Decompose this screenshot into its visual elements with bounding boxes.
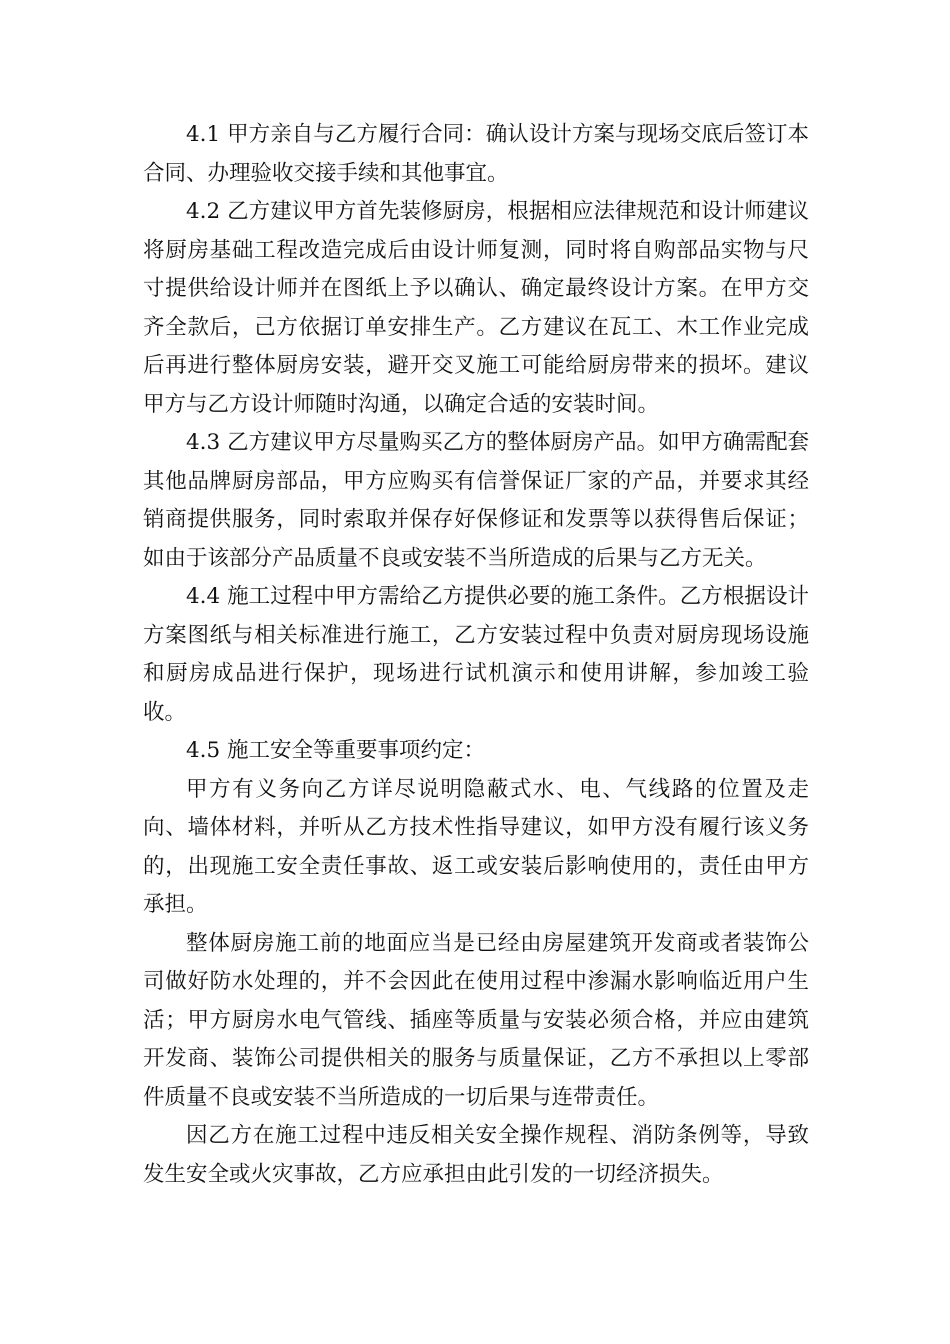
clause-4-5-heading: 4.5 施工安全等重要事项约定： <box>186 738 486 763</box>
clause-4-1-paragraph: 4.1 甲方亲自与乙方履行合同：确认设计方案与现场交底后签订本合同、办理验收交接手续和其他事宜。 <box>143 122 809 186</box>
clause-4-2-paragraph: 4.2 乙方建议甲方首先装修厨房，根据相应法律规范和设计师建议将厨房基础工程改造完成后由设计师复测，同时将自购部品实物与尺寸提供给设计师并在图纸上予以确认、确定最终设计方案。在甲方交齐全款后，己方依据订单安排生产。乙方建议在瓦工、木工作业完成后再进行整体厨房安装，避开交叉施工可能给厨房带来的损坏。建议甲方与乙方设计师随时沟通，以确定合适的安装时间。 <box>143 199 809 417</box>
document-body <box>143 116 809 1194</box>
clause-4-4-paragraph: 4.4 施工过程中甲方需给乙方提供必要的施工条件。乙方根据设计方案图纸与相关标准进行施工，乙方安装过程中负责对厨房现场设施和厨房成品进行保护，现场进行试机演示和使用讲解，参加竣工验收。 <box>143 584 809 725</box>
clause-4-5-party-b-liability-paragraph: 因乙方在施工过程中违反相关安全操作规程、消防条例等，导致发生安全或火灾事故，乙方应承担由此引发的一切经济损失。 <box>143 1123 809 1187</box>
clause-4-3-paragraph: 4.3 乙方建议甲方尽量购买乙方的整体厨房产品。如甲方确需配套其他品牌厨房部品，甲方应购买有信誉保证厂家的产品，并要求其经销商提供服务，同时索取并保存好保修证和发票等以获得售后保证；如由于该部分产品质量不良或安装不当所造成的后果与乙方无关。 <box>143 430 809 571</box>
clause-4-5-floor-waterproofing-paragraph: 整体厨房施工前的地面应当是已经由房屋建筑开发商或者装饰公司做好防水处理的，并不会因此在使用过程中渗漏水影响临近用户生活；甲方厨房水电气管线、插座等质量与安装必须合格，并应由建筑开发商、装饰公司提供相关的服务与质量保证，乙方不承担以上零部件质量不良或安装不当所造成的一切后果与连带责任。 <box>143 930 809 1110</box>
clause-4-5-party-a-duty-paragraph: 甲方有义务向乙方详尽说明隐蔽式水、电、气线路的位置及走向、墙体材料，并听从乙方技术性指导建议，如甲方没有履行该义务的，出现施工安全责任事故、返工或安装后影响使用的，责任由甲方承担。 <box>143 776 809 917</box>
